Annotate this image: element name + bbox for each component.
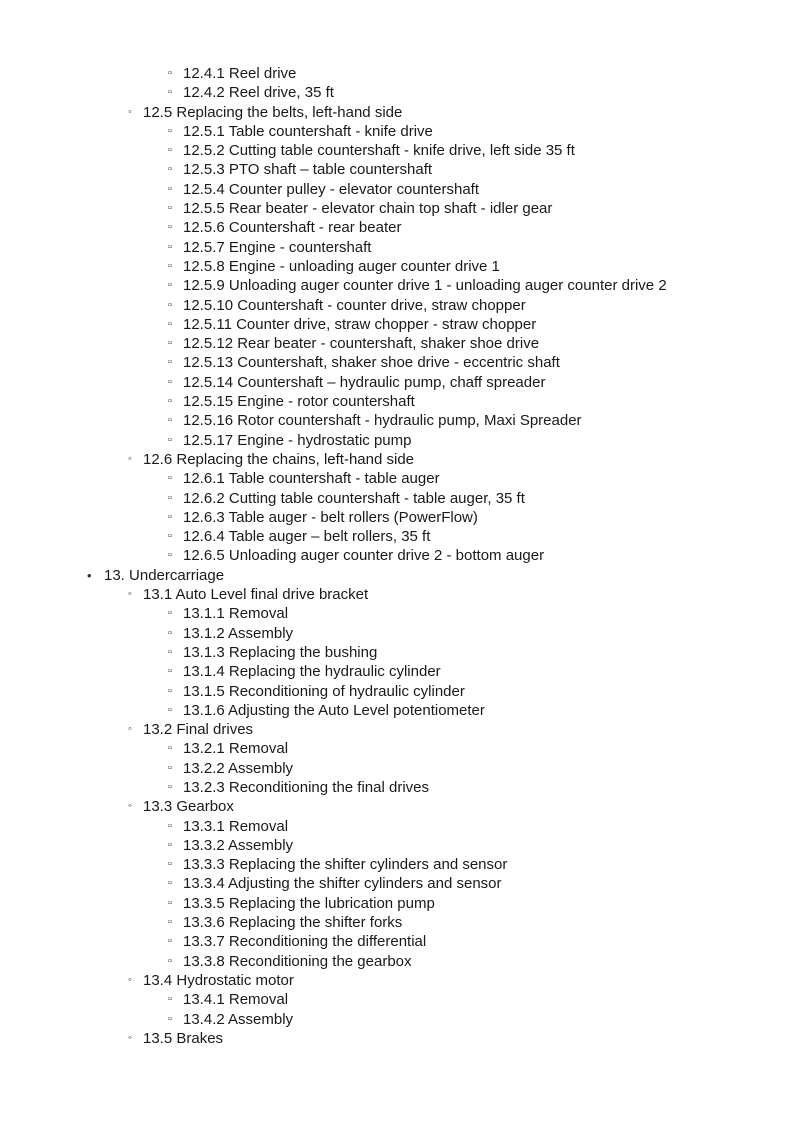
list-bullet-icon: ▫: [168, 954, 172, 967]
toc-entry-level-2: [0, 103, 794, 122]
toc-entry-level-3: [0, 489, 794, 508]
toc-entry-level-3: [0, 778, 794, 797]
toc-entry-level-3: [0, 431, 794, 450]
list-bullet-icon: ▫: [168, 684, 172, 697]
toc-entry-text: 12.5.6 Countershaft - rear beater: [183, 219, 402, 237]
toc-entry-text: 12.5 Replacing the belts, left-hand side: [143, 103, 403, 121]
toc-entry-text: 12.5.7 Engine - countershaft: [183, 238, 372, 256]
toc-entry-level-3: [0, 682, 794, 701]
list-bullet-icon: ◦: [128, 452, 132, 465]
toc-entry-level-3: [0, 411, 794, 430]
toc-entry-text: 12.5.9 Unloading auger counter drive 1 - unloading auger counter drive 2: [183, 277, 667, 295]
toc-entry-level-3: [0, 546, 794, 565]
toc-entry-text: 13.4.2 Assembly: [183, 1010, 294, 1028]
list-bullet-icon: ▫: [168, 144, 172, 157]
toc-entry-text: 13.2.1 Removal: [183, 740, 289, 758]
list-bullet-icon: ▫: [168, 259, 172, 272]
list-bullet-icon: ▫: [168, 298, 172, 311]
list-bullet-icon: ◦: [128, 973, 132, 986]
toc-entry-text: 13.3.3 Replacing the shifter cylinders and sensor: [183, 856, 508, 874]
toc-entry-text: 12.5.5 Rear beater - elevator chain top shaft - idler gear: [183, 200, 553, 218]
toc-entry-level-3: [0, 141, 794, 160]
toc-entry-text: 12.6.2 Cutting table countershaft - table auger, 35 ft: [183, 489, 525, 507]
toc-entry-text: 13.1.4 Replacing the hydraulic cylinder: [183, 663, 441, 681]
toc-entry-text: 12.5.3 PTO shaft – table countershaft: [183, 161, 433, 179]
toc-entry-level-3: [0, 836, 794, 855]
list-bullet-icon: ▫: [168, 645, 172, 658]
toc-entry-text: 13.1.3 Replacing the bushing: [183, 643, 378, 661]
list-bullet-icon: ▫: [168, 877, 172, 890]
toc-entry-level-3: [0, 83, 794, 102]
list-bullet-icon: ▫: [168, 86, 172, 99]
toc-entry-level-3: [0, 894, 794, 913]
toc-entry-level-3: [0, 990, 794, 1009]
toc-entry-level-3: [0, 392, 794, 411]
list-bullet-icon: ▫: [168, 433, 172, 446]
toc-entry-text: 12.5.16 Rotor countershaft - hydraulic pump, Maxi Spreader: [183, 412, 582, 430]
toc-entry-level-3: [0, 199, 794, 218]
toc-entry-level-3: [0, 932, 794, 951]
toc-entry-text: 13.1.5 Reconditioning of hydraulic cylinder: [183, 682, 465, 700]
list-bullet-icon: ◦: [128, 588, 132, 601]
list-bullet-icon: ▫: [168, 279, 172, 292]
toc-entry-text: 12.6.5 Unloading auger counter drive 2 - bottom auger: [183, 547, 545, 565]
toc-entry-text: 13.1.2 Assembly: [183, 624, 294, 642]
list-bullet-icon: ▫: [168, 993, 172, 1006]
list-bullet-icon: ▫: [168, 935, 172, 948]
toc-entry-level-3: [0, 874, 794, 893]
toc-entry-level-3: [0, 122, 794, 141]
list-bullet-icon: ▫: [168, 761, 172, 774]
list-bullet-icon: ▫: [168, 858, 172, 871]
toc-entry-level-3: [0, 353, 794, 372]
toc-entry-level-3: [0, 604, 794, 623]
toc-entry-text: 13.2.2 Assembly: [183, 759, 294, 777]
toc-entry-text: 12.6.1 Table countershaft - table auger: [183, 470, 440, 488]
toc-entry-text: 12.5.1 Table countershaft - knife drive: [183, 122, 433, 140]
toc-entry-level-3: [0, 759, 794, 778]
list-bullet-icon: ▫: [168, 916, 172, 929]
list-bullet-icon: ▫: [168, 356, 172, 369]
list-bullet-icon: ▫: [168, 530, 172, 543]
toc-entry-text: 12.5.4 Counter pulley - elevator countershaft: [183, 180, 480, 198]
toc-entry-level-3: [0, 855, 794, 874]
list-bullet-icon: ▫: [168, 742, 172, 755]
list-bullet-icon: ▫: [168, 395, 172, 408]
table-of-contents: [0, 64, 794, 1048]
list-bullet-icon: ▫: [168, 317, 172, 330]
list-bullet-icon: ◦: [128, 105, 132, 118]
toc-entry-level-3: [0, 1010, 794, 1029]
toc-entry-text: 12.5.14 Countershaft – hydraulic pump, chaff spreader: [183, 373, 546, 391]
toc-entry-level-2: [0, 585, 794, 604]
toc-entry-level-3: [0, 296, 794, 315]
toc-entry-text: 12.5.11 Counter drive, straw chopper - straw chopper: [183, 315, 537, 333]
toc-entry-level-3: [0, 624, 794, 643]
toc-entry-level-3: [0, 739, 794, 758]
toc-entry-level-3: [0, 469, 794, 488]
list-bullet-icon: ▫: [168, 414, 172, 427]
toc-entry-text: 12.6.3 Table auger - belt rollers (PowerFlow): [183, 508, 478, 526]
toc-entry-text: 13.1.6 Adjusting the Auto Level potentiometer: [183, 701, 485, 719]
list-bullet-icon: ▫: [168, 510, 172, 523]
toc-entry-level-3: [0, 257, 794, 276]
toc-entry-level-3: [0, 276, 794, 295]
toc-entry-level-2: [0, 450, 794, 469]
list-bullet-icon: ▫: [168, 163, 172, 176]
toc-entry-text: 13.3.5 Replacing the lubrication pump: [183, 894, 435, 912]
toc-entry-text: 13.2 Final drives: [143, 721, 254, 739]
toc-entry-level-3: [0, 643, 794, 662]
list-bullet-icon: ◦: [128, 723, 132, 736]
list-bullet-icon: ▫: [168, 703, 172, 716]
toc-entry-text: 12.4.1 Reel drive: [183, 65, 297, 82]
toc-entry-level-3: [0, 527, 794, 546]
toc-entry-text: 13.3.7 Reconditioning the differential: [183, 933, 427, 951]
toc-entry-text: 12.5.17 Engine - hydrostatic pump: [183, 431, 412, 449]
toc-entry-level-3: [0, 64, 794, 83]
toc-entry-text: 12.5.13 Countershaft, shaker shoe drive - eccentric shaft: [183, 354, 560, 372]
toc-entry-level-3: [0, 373, 794, 392]
list-bullet-icon: ▫: [168, 549, 172, 562]
toc-entry-text: 13.3.1 Removal: [183, 817, 289, 835]
toc-entry-level-3: [0, 817, 794, 836]
toc-entry-text: 12.4.2 Reel drive, 35 ft: [183, 84, 334, 102]
list-bullet-icon: ▫: [168, 780, 172, 793]
list-bullet-icon: ▫: [168, 1012, 172, 1025]
list-bullet-icon: •: [87, 567, 92, 583]
list-bullet-icon: ▫: [168, 182, 172, 195]
toc-entry-text: 13.1 Auto Level final drive bracket: [143, 586, 369, 604]
toc-entry-level-3: [0, 315, 794, 334]
toc-entry-text: 13.1.1 Removal: [183, 605, 289, 623]
toc-entry-level-3: [0, 238, 794, 257]
list-bullet-icon: ▫: [168, 896, 172, 909]
toc-entry-text: 13.3.2 Assembly: [183, 836, 294, 854]
list-bullet-icon: ▫: [168, 124, 172, 137]
toc-entry-text: 12.5.15 Engine - rotor countershaft: [183, 393, 415, 411]
list-bullet-icon: ◦: [128, 1031, 132, 1044]
list-bullet-icon: ▫: [168, 626, 172, 639]
toc-entry-level-3: [0, 218, 794, 237]
list-bullet-icon: ▫: [168, 221, 172, 234]
toc-entry-level-2: [0, 1029, 794, 1048]
list-bullet-icon: ▫: [168, 472, 172, 485]
toc-entry-level-3: [0, 913, 794, 932]
toc-entry-text: 13. Undercarriage: [104, 566, 225, 584]
list-bullet-icon: ▫: [168, 375, 172, 388]
toc-entry-text: 12.5.12 Rear beater - countershaft, shaker shoe drive: [183, 335, 540, 353]
toc-entry-text: 12.6.4 Table auger – belt rollers, 35 ft: [183, 528, 431, 546]
list-bullet-icon: ▫: [168, 819, 172, 832]
toc-entry-level-3: [0, 160, 794, 179]
list-bullet-icon: ◦: [128, 800, 132, 813]
toc-entry-level-2: [0, 797, 794, 816]
list-bullet-icon: ▫: [168, 337, 172, 350]
list-bullet-icon: ▫: [168, 665, 172, 678]
toc-entry-level-3: [0, 180, 794, 199]
toc-entry-level-2: [0, 720, 794, 739]
toc-entry-text: 13.4 Hydrostatic motor: [143, 971, 294, 989]
toc-entry-level-3: [0, 662, 794, 681]
list-bullet-icon: ▫: [168, 838, 172, 851]
toc-entry-text: 13.3.8 Reconditioning the gearbox: [183, 952, 412, 970]
list-bullet-icon: ▫: [168, 240, 172, 253]
toc-entry-level-3: [0, 334, 794, 353]
toc-entry-level-1: [0, 566, 794, 585]
toc-entry-text: 12.6 Replacing the chains, left-hand side: [143, 450, 415, 468]
toc-entry-text: 13.3 Gearbox: [143, 798, 234, 816]
toc-entry-text: 12.5.10 Countershaft - counter drive, straw chopper: [183, 296, 526, 314]
toc-entry-level-3: [0, 508, 794, 527]
toc-entry-level-2: [0, 971, 794, 990]
toc-entry-text: 13.3.6 Replacing the shifter forks: [183, 914, 403, 932]
toc-entry-text: 13.5 Brakes: [143, 1029, 224, 1047]
list-bullet-icon: ▫: [168, 202, 172, 215]
list-bullet-icon: ▫: [168, 491, 172, 504]
toc-entry-text: 13.3.4 Adjusting the shifter cylinders and sensor: [183, 875, 502, 893]
toc-entry-text: 12.5.2 Cutting table countershaft - knife drive, left side 35 ft: [183, 142, 575, 160]
list-bullet-icon: ▫: [168, 607, 172, 620]
toc-entry-level-3: [0, 701, 794, 720]
toc-entry-text: 12.5.8 Engine - unloading auger counter drive 1: [183, 257, 500, 275]
toc-entry-text: 13.2.3 Reconditioning the final drives: [183, 778, 429, 796]
toc-entry-text: 13.4.1 Removal: [183, 991, 289, 1009]
toc-entry-level-3: [0, 952, 794, 971]
list-bullet-icon: ▫: [168, 67, 172, 79]
